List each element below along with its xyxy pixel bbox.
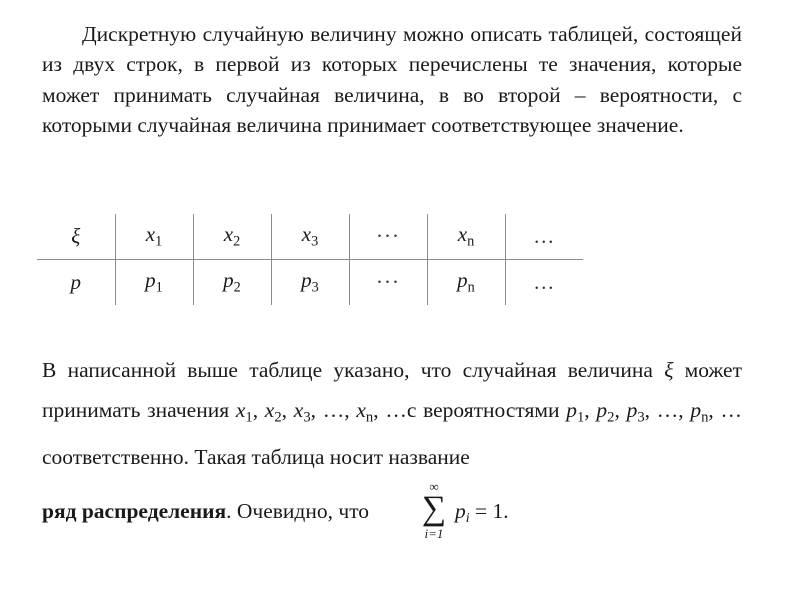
table-cell-x3: $x_3$ — [271, 214, 349, 260]
sum-term-p: p — [455, 499, 466, 523]
value-xn: $x_n$ — [356, 398, 374, 426]
intro-paragraph: Дискретную случайную величину можно описать таблицей, состоящей из двух строк, в первой из которых перечислены те значения, которые может принимать случайная величина, в во второй – вероятности, с которыми случайная величина принимает соответствующее значение. — [42, 22, 742, 137]
ellipsis: … — [656, 398, 679, 422]
table-cell-xi: ξ — [37, 214, 115, 260]
explanation-text: …с вероятностями — [385, 398, 567, 422]
xi-symbol: ξ — [664, 358, 674, 382]
distribution-table — [37, 214, 583, 305]
table-cell-x2: $x_2$ — [193, 214, 271, 260]
table-cell-dots: ··· — [349, 260, 427, 306]
table-row-values — [37, 214, 583, 260]
ellipsis: … — [720, 398, 743, 422]
sum-term-index: i — [465, 511, 470, 527]
table-cell-p2: $p_2$ — [193, 260, 271, 306]
table-cell-p: p — [70, 270, 81, 294]
value-x3: $x_3$ — [293, 398, 311, 426]
value-x1: $x_1$ — [235, 398, 253, 426]
term-distribution-series: ряд распределения — [42, 499, 227, 523]
sum-equals: = 1. — [469, 499, 509, 523]
conclusion-text — [42, 499, 369, 524]
sigma-symbol: ∑ — [421, 490, 447, 527]
explanation-text: В написанной выше таблице указано, что случайная величина — [42, 358, 665, 382]
table-row-probabilities — [37, 260, 583, 306]
table-cell-p3: $p_3$ — [271, 260, 349, 306]
table-cell-xn: $x_n$ — [427, 214, 505, 260]
table-cell-dots: ··· — [349, 214, 427, 260]
summation-formula — [417, 480, 451, 544]
conclusion-line — [42, 479, 742, 546]
explanation-text: соответственно. Такая таблица носит название — [42, 445, 470, 470]
value-x2: $x_2$ — [264, 398, 282, 426]
prob-p3: $p_3$ — [626, 398, 645, 426]
sum-upper-limit: ∞ — [429, 479, 439, 494]
conclusion-phrase: . Очевидно, что — [226, 499, 370, 523]
prob-p2: $p_2$ — [596, 398, 615, 426]
table-cell-p1: $p_1$ — [115, 260, 193, 306]
sum-lower-limit: i=1 — [424, 526, 444, 541]
ellipsis: … — [322, 398, 345, 422]
table-cell-pn: $p_n$ — [427, 260, 505, 306]
table-cell-ellipsis: … — [505, 214, 583, 260]
table-cell-ellipsis: … — [505, 260, 583, 306]
table-cell-x1: $x_1$ — [115, 214, 193, 260]
sum-expression — [455, 499, 509, 527]
prob-p1: $p_1$ — [566, 398, 585, 426]
explanation-text: может принимать значения — [42, 358, 742, 422]
prob-pn: $p_n$ — [690, 398, 709, 426]
explanation-paragraph: В написанной выше таблице указано, что случайная величина ξ может принимать значения $x_1$, $x_2$, $x_3$, …, $x_n$, …с вероятностями $p_1$, $p_2$, $p_3$, …, $p_n$, … соответственно. Такая таблица носит название — [42, 358, 743, 470]
